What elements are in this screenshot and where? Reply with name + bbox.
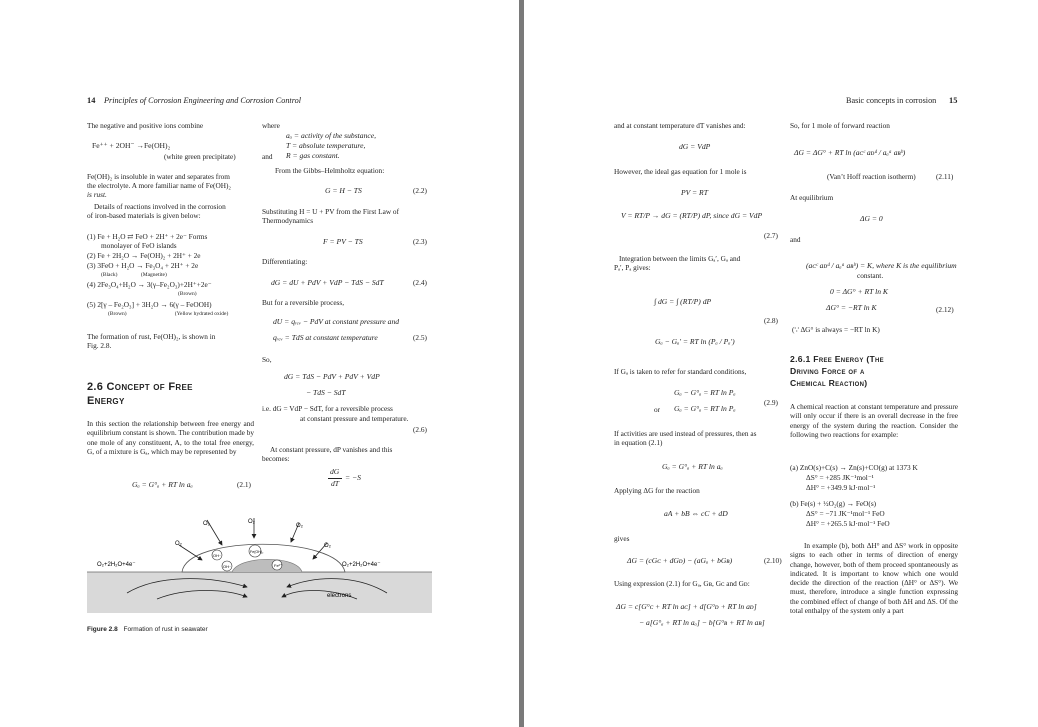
text-substituting-2: Thermodynamics xyxy=(262,216,314,225)
equation-2-4: dG = dU + PdV + VdP − TdS − SdT xyxy=(271,278,384,287)
equation-reaction: aA + bB ⇔ cC + dD xyxy=(664,509,728,518)
text-rust-3: is rust. xyxy=(87,190,107,199)
o2-label-2: O₂ xyxy=(248,519,255,525)
cathode-reaction-right: O₂+2H₂O+4e⁻ xyxy=(342,562,381,568)
text-constant-temp: and at constant temperature dT vanishes and: xyxy=(614,121,746,130)
equation-dg-zero: ΔG = 0 xyxy=(860,214,883,223)
fraction-rhs: = −S xyxy=(345,473,361,482)
reaction-1b: monolayer of FeO islands xyxy=(101,241,177,250)
example-a: (a) ZnO(s)+C(s) → Zn(s)+CO(g) at 1373 K xyxy=(790,463,918,472)
text-intro: The negative and positive ions combine xyxy=(87,121,204,130)
section-2-6-1-line1: 2.6.1 Free Energy (The xyxy=(790,354,884,364)
reaction-5: (5) 2[γ – Fe₂O₃] + 3H₂O → 6(γ – FeOOH) xyxy=(87,300,212,309)
text-formation-1: The formation of rust, Fe(OH)₂, is shown in xyxy=(87,332,216,341)
equation-2-12-number: (2.12) xyxy=(936,305,954,314)
text-integration-2: Pₐ′, Pₐ gives: xyxy=(614,263,651,272)
equation-so-1: dG = TdS − PdV + PdV + VdP xyxy=(284,372,380,381)
feoh2-label: Fe(OH)₂ xyxy=(250,550,264,554)
text-at-equilibrium: At equilibrium xyxy=(790,193,834,202)
text-standard: If Gₐ is taken to refer for standard conditions, xyxy=(614,367,747,376)
text-ie: i.e. dG = VdP − SdT, for a reversible process xyxy=(262,404,393,413)
equation-2-8-number: (2.8) xyxy=(764,316,778,325)
text-gives: gives xyxy=(614,534,630,543)
text-vant-hoff: (Van’t Hoff reaction isotherm) xyxy=(827,172,916,181)
reaction-5-labels: (Brown) (Yellow hydrated oxide) xyxy=(108,311,229,317)
text-reversible: But for a reversible process, xyxy=(262,298,345,307)
equation-2-1: Gₐ = G°ₐ + RT ln aₐ xyxy=(132,480,193,489)
equation-k: (aᴄᶜ aᴅᵈ / aₐᵃ aʙᵇ) = K, where K is the equilibrium xyxy=(806,261,957,270)
equation-dg-vdp: dG = VdP xyxy=(679,142,711,151)
example-b-enthalpy: ΔH° = +265.5 kJ·mol⁻¹ FeO xyxy=(806,519,890,528)
text-gibbs: From the Gibbs–Helmholtz equation: xyxy=(275,166,385,175)
equation-2-10-number: (2.10) xyxy=(764,556,782,565)
text-details-1: Details of reactions involved in the corrosion xyxy=(94,202,226,211)
section-2-6-1-line3: Chemical Reaction) xyxy=(790,378,868,388)
text-one-mole: So, for 1 mole of forward reaction xyxy=(790,121,890,130)
equation-2-7-number: (2.7) xyxy=(764,231,778,240)
reaction-4: (4) 2Fe₃O₄+H₂O → 3(γ–Fe₂O₃)+2H⁺+2e⁻ xyxy=(87,280,212,289)
equation-integral: ∫ dG = ∫ (RT/P) dP xyxy=(654,297,712,306)
equation-2-12b: ΔG° = −RT ln K xyxy=(826,303,877,312)
running-head-right: Basic concepts in corrosion xyxy=(846,96,937,105)
paragraph-example-b: In example (b), both ΔH° and ΔS° work in opposite signs to each other in terms of direction of energy change, however, both of them proceed spontaneously as indicated. It is important to know which one would decide the direction of the reaction (ΔH° or ΔS°). We must, therefore, introduce a single function expressing the combined effect of change of both ΔH and ΔS. Of the total enthalpy of the system only a part xyxy=(790,541,958,616)
fraction-numerator: dG xyxy=(330,467,340,476)
equation-2-11-number: (2.11) xyxy=(936,172,954,181)
equation-2-9-number: (2.9) xyxy=(764,398,778,407)
reaction-2: (2) Fe + 2H₂O → Fe(OH)₂ + 2H⁺ + 2e xyxy=(87,251,201,260)
equation-2-11: ΔG = ΔG° + RT ln (aᴄᶜ aᴅᵈ / aₐᵃ aʙᵇ) xyxy=(794,148,906,157)
text-applying: Applying ΔG for the reaction xyxy=(614,486,700,495)
running-head-left: Principles of Corrosion Engineering and Corrosion Control xyxy=(104,96,301,105)
oh-label-2: OH⁻ xyxy=(223,564,232,569)
metal-base xyxy=(87,572,432,613)
section-title-2-6-line1: 2.6 Concept of Free xyxy=(87,381,193,393)
text-activities-2: in equation (2.1) xyxy=(614,438,663,447)
reaction-1: (1) Fe + H₂O ⇄ FeO + 2H⁺ + 2e⁻ Forms xyxy=(87,232,208,241)
text-activities-1: If activities are used instead of pressures, then as xyxy=(614,429,757,438)
equation-note: (white green precipitate) xyxy=(164,152,236,161)
equation-2-3: F = PV − TS xyxy=(323,237,363,246)
equation-2-4-number: (2.4) xyxy=(413,278,427,287)
equation-2-9b: Gₐ = G°ₐ = RT ln Pₐ xyxy=(674,404,736,413)
text-substituting-1: Substituting H = U + PV from the First Law of xyxy=(262,207,400,216)
o2-label-1: O₂ xyxy=(203,521,210,527)
text-using: Using expression (2.1) for Gₐ, Gʙ, Gᴄ and Gᴅ: xyxy=(614,579,750,588)
equation-2-9-or: or xyxy=(654,405,661,414)
text-always: (∵ ΔG° is always = −RT ln K) xyxy=(792,325,880,334)
text-and: and xyxy=(262,152,273,161)
text-ie-2: at constant pressure and temperature. xyxy=(300,414,409,423)
example-b-entropy: ΔS° = −71 JK⁻¹mol⁻¹ FeO xyxy=(806,509,885,518)
def-activity: aₐ = activity of the substance, xyxy=(286,131,377,140)
equation-fe-oh2: Fe⁺⁺ + 2OH⁻ →Fe(OH)₂ xyxy=(92,141,171,150)
text-differentiating: Differentiating: xyxy=(262,257,308,266)
paragraph-chemical-reaction: A chemical reaction at constant temperature and pressure will only occur if there is an overall decrease in the free energy of the system during the reaction. Consider the following two reactions for example: xyxy=(790,402,958,439)
equation-2-7: V = RT/P → dG = (RT/P) dP, since dG = VdP xyxy=(621,211,763,220)
equation-q: qᵣₑᵥ = TdS at constant temperature xyxy=(273,333,378,342)
equation-2-6-number: (2.6) xyxy=(413,425,427,434)
figure-caption: Formation of rust in seawater xyxy=(123,626,208,633)
equation-ga: Gₐ = G°ₐ + RT ln aₐ xyxy=(662,462,723,471)
paragraph-free-energy: In this section the relationship between free energy and equilibrium constant is shown. The contribution made by one mole of any constituent, A, to the total free energy, G, of a mixture is Gₐ, which may be represented by xyxy=(87,419,254,456)
o2-label-4: O₂ xyxy=(175,541,182,547)
text-and-right: and xyxy=(790,235,801,244)
text-constant-pressure-1: At constant pressure, dP vanishes and this xyxy=(270,445,393,454)
text-constant-pressure-2: becomes: xyxy=(262,454,290,463)
equation-2-10: ΔG = (cGᴄ + dGᴅ) − (aGₐ + bGʙ) xyxy=(627,556,733,565)
equation-2-2-number: (2.2) xyxy=(413,186,427,195)
text-constant: constant. xyxy=(857,271,884,280)
fe-label: Fe²⁺ xyxy=(274,563,283,568)
text-where: where xyxy=(262,121,280,130)
text-formation-2: Fig. 2.8. xyxy=(87,341,112,350)
text-integration-1: Integration between the limits Gₐ′, Gₐ and xyxy=(619,254,741,263)
reaction-3: (3) 3FeO + H₂O → Fe₃O₄ + 2H⁺ + 2e xyxy=(87,261,199,270)
equation-2-12a: 0 = ΔG° + RT ln K xyxy=(830,287,888,296)
figure-caption-label: Figure 2.8 xyxy=(87,626,118,633)
text-details-2: of iron-based materials is given below: xyxy=(87,211,201,220)
section-title-2-6-line2: Energy xyxy=(87,395,125,407)
page-number-left: 14 xyxy=(87,96,96,105)
text-rust-2: the electrolyte. A more familiar name of Fe(OH)₂ xyxy=(87,181,231,190)
example-a-enthalpy: ΔH° = +349.9 kJ·mol⁻¹ xyxy=(806,483,876,492)
o2-label-3: O₂ xyxy=(296,523,303,529)
page-number-right: 15 xyxy=(949,96,958,105)
text-rust-1: Fe(OH)₂ is insoluble in water and separates from xyxy=(87,172,230,181)
equation-expanded-2: − a[G°ₐ + RT ln aₐ] − b[G°ʙ + RT ln aʙ] xyxy=(639,618,765,627)
equation-du: dU = qᵣₑᵥ − PdV at constant pressure and xyxy=(273,317,400,326)
equation-2-2: G = H − TS xyxy=(325,186,362,195)
example-b: (b) Fe(s) + ½O₂(g) → FeO(s) xyxy=(790,499,877,508)
reaction-4-label: (Brown) xyxy=(178,291,197,297)
section-2-6-1-line2: Driving Force of a xyxy=(790,366,865,376)
equation-expanded-1: ΔG = c[G°ᴄ + RT ln aᴄ] + d[G°ᴅ + RT ln aᴅ] xyxy=(616,602,757,611)
equation-so-2: − TdS − SdT xyxy=(306,388,346,397)
rust-formation-figure xyxy=(87,515,432,615)
fraction-denominator: dT xyxy=(331,479,340,488)
oh-label-1: OH⁻ xyxy=(213,553,222,558)
equation-2-9a: Gₐ − G°ₐ = RT ln Pₐ xyxy=(674,388,736,397)
equation-2-1-number: (2.1) xyxy=(237,480,251,489)
electrons-label: electrons xyxy=(327,593,352,599)
equation-2-5-number: (2.5) xyxy=(413,333,427,342)
right-page xyxy=(524,0,1038,727)
equation-pv: PV = RT xyxy=(681,188,708,197)
example-a-entropy: ΔS° = +285 JK⁻¹mol⁻¹ xyxy=(806,473,874,482)
equation-2-3-number: (2.3) xyxy=(413,237,427,246)
reaction-3-labels: (Black) (Magnetite) xyxy=(101,272,167,278)
cathode-reaction-left: O₂+2H₂O+4e⁻ xyxy=(97,562,136,568)
text-ideal-gas: However, the ideal gas equation for 1 mole is xyxy=(614,167,747,176)
def-gas-constant: R = gas constant. xyxy=(286,151,340,160)
def-temperature: T = absolute temperature, xyxy=(286,141,366,150)
text-so: So, xyxy=(262,355,272,364)
o2-label-5: O₂ xyxy=(324,543,331,549)
equation-2-8: Gₐ − Gₐ′ = RT ln (Pₐ / Pₐ′) xyxy=(655,337,735,346)
